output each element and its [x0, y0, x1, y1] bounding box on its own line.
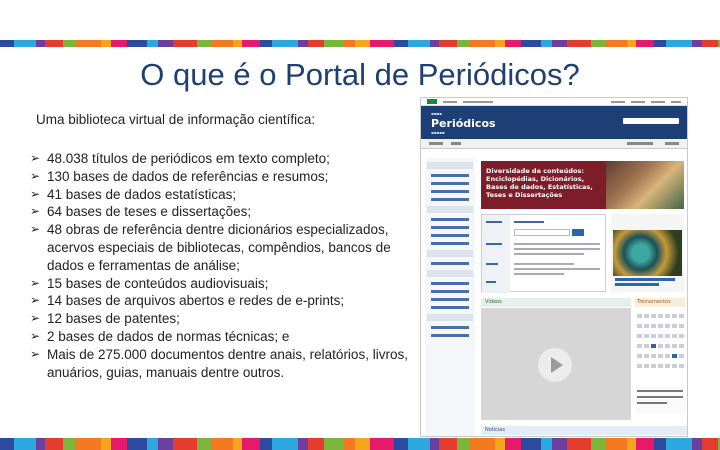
calendar-day	[644, 314, 649, 318]
stripe-segment	[127, 40, 147, 47]
calendar-day	[651, 324, 656, 328]
stripe-segment	[591, 438, 605, 450]
stripe-segment	[457, 438, 469, 450]
calendar-day	[665, 354, 670, 358]
portal-gov-bar	[421, 98, 687, 106]
stripe-segment	[36, 438, 45, 450]
calendar-day	[665, 344, 670, 348]
intro-text: Uma biblioteca virtual de informação científica:	[36, 112, 316, 127]
calendar-day	[637, 354, 642, 358]
portal-search-field	[514, 229, 570, 236]
calendar-day	[679, 364, 684, 368]
stripe-segment	[147, 438, 158, 450]
stripe-segment	[370, 438, 394, 450]
portal-logo-sub: ▪▪▪▪▪	[431, 130, 445, 135]
slide-title: O que é o Portal de Periódicos?	[140, 57, 580, 92]
calendar-day	[658, 364, 663, 368]
stripe-segment	[591, 40, 605, 47]
portal-header	[421, 106, 687, 139]
calendar-day	[651, 344, 656, 348]
calendar-day	[651, 354, 656, 358]
portal-videos-header: Vídeos	[481, 298, 631, 307]
stripe-segment	[45, 438, 63, 450]
stripe-segment	[298, 438, 308, 450]
stripe-segment	[344, 40, 355, 47]
stripe-segment	[308, 438, 324, 450]
stripe-segment	[242, 40, 260, 47]
calendar-day	[644, 324, 649, 328]
portal-banner-text: Diversidade de conteúdos: Enciclopédias, Dicionários, Bases de dados, Estatísticas, Teses e Dissertações	[486, 167, 593, 199]
stripe-segment	[692, 438, 702, 450]
stripe-segment	[408, 438, 430, 450]
stripe-segment	[552, 40, 567, 47]
stripe-segment	[521, 438, 541, 450]
bullet-item: ➢ 2 bases de dados de normas técnicas; e	[30, 328, 290, 344]
calendar-day	[637, 324, 642, 328]
stripe-segment	[666, 438, 692, 450]
bullet-item: ➢ Mais de 275.000 documentos dentre anais, relatórios, livros, anuários, guias, manuais dentre outros.	[30, 346, 408, 380]
stripe-segment	[111, 438, 127, 450]
stripe-segment	[233, 40, 242, 47]
stripe-segment	[173, 438, 197, 450]
bullet-item: ➢ 15 bases de conteúdos audiovisuais;	[30, 275, 269, 291]
portal-nav	[421, 139, 687, 149]
calendar-day	[651, 314, 656, 318]
calendar-day	[658, 324, 663, 328]
calendar-day	[637, 344, 642, 348]
stripe-segment	[541, 438, 552, 450]
stripe-segment	[272, 40, 298, 47]
stripe-segment	[158, 438, 173, 450]
arrow-bullet-icon: ➢	[30, 204, 41, 219]
play-icon	[538, 348, 572, 382]
stripe-segment	[469, 40, 495, 47]
portal-training-note	[635, 386, 685, 414]
portal-logo-small: ▪▪▪▪	[431, 111, 442, 116]
calendar-day	[644, 364, 649, 368]
portal-logo: Periódicos	[431, 117, 496, 130]
arrow-bullet-icon: ➢	[30, 222, 41, 237]
calendar-day	[658, 344, 663, 348]
portal-sidebar	[425, 158, 475, 437]
calendar-day	[658, 354, 663, 358]
stripe-segment	[272, 438, 298, 450]
calendar-day	[679, 324, 684, 328]
portal-search-button	[572, 229, 584, 236]
stripe-segment	[260, 40, 272, 47]
calendar-day	[637, 364, 642, 368]
calendar-day	[658, 314, 663, 318]
calendar-day	[658, 334, 663, 338]
calendar-day	[672, 324, 677, 328]
stripe-segment	[14, 40, 36, 47]
arrow-bullet-icon: ➢	[30, 275, 41, 290]
arrow-bullet-icon: ➢	[30, 151, 41, 165]
stripe-segment	[408, 40, 430, 47]
stripe-segment	[605, 438, 627, 450]
stripe-segment	[394, 438, 408, 450]
stripe-segment	[63, 438, 75, 450]
portal-search-box	[623, 118, 679, 124]
stripe-segment	[627, 40, 636, 47]
stripe-segment	[505, 40, 521, 47]
calendar-day	[665, 334, 670, 338]
top-color-stripe	[0, 40, 720, 47]
arrow-bullet-icon: ➢	[30, 328, 41, 343]
stripe-segment	[666, 40, 692, 47]
stripe-segment	[627, 438, 636, 450]
stripe-segment	[702, 438, 718, 450]
stripe-segment	[173, 40, 197, 47]
stripe-segment	[552, 438, 567, 450]
stripe-segment	[211, 438, 233, 450]
stripe-segment	[63, 40, 75, 47]
bottom-color-stripe	[0, 438, 720, 450]
calendar-day	[672, 364, 677, 368]
stripe-segment	[505, 438, 521, 450]
calendar-day	[665, 314, 670, 318]
arrow-bullet-icon: ➢	[30, 346, 41, 361]
portal-calendar	[635, 310, 685, 382]
stripe-segment	[233, 438, 242, 450]
portal-highlight-image	[613, 230, 682, 276]
stripe-segment	[0, 438, 14, 450]
portal-highlight	[611, 214, 684, 292]
stripe-segment	[211, 40, 233, 47]
stripe-segment	[111, 40, 127, 47]
stripe-segment	[495, 40, 505, 47]
stripe-segment	[430, 40, 439, 47]
stripe-segment	[355, 40, 370, 47]
stripe-segment	[654, 438, 666, 450]
stripe-segment	[101, 40, 111, 47]
stripe-segment	[636, 40, 654, 47]
stripe-segment	[36, 40, 45, 47]
bullet-item: ➢ 48 obras de referência dentre dicionários especializados, acervos especiais de bibliotecas, compêndios, bancos de dados e ferramentas de análise;	[30, 222, 391, 273]
stripe-segment	[355, 438, 370, 450]
bullet-list	[30, 150, 415, 381]
calendar-day	[651, 334, 656, 338]
stripe-segment	[692, 40, 702, 47]
stripe-segment	[158, 40, 173, 47]
stripe-segment	[344, 438, 355, 450]
calendar-day	[679, 334, 684, 338]
arrow-bullet-icon: ➢	[30, 168, 41, 183]
portal-news-header: Notícias	[481, 426, 687, 435]
calendar-day	[637, 314, 642, 318]
stripe-segment	[370, 40, 394, 47]
bullet-item: ➢ 64 bases de teses e dissertações;	[30, 204, 252, 220]
bullet-item: ➢ 14 bases de arquivos abertos e redes de e-prints;	[30, 293, 345, 309]
calendar-day	[672, 344, 677, 348]
stripe-segment	[541, 40, 552, 47]
calendar-day	[644, 344, 649, 348]
portal-training-header: Treinamentos	[635, 298, 685, 307]
stripe-segment	[101, 438, 111, 450]
stripe-segment	[127, 438, 147, 450]
stripe-segment	[654, 40, 666, 47]
calendar-day	[637, 334, 642, 338]
portal-banner	[481, 161, 606, 209]
calendar-day	[644, 334, 649, 338]
bullet-item: ➢ 48.038 títulos de periódicos em texto completo;	[30, 151, 330, 166]
arrow-bullet-icon: ➢	[30, 311, 41, 326]
bullet-item: ➢ 130 bases de dados de referências e resumos;	[30, 168, 329, 184]
portal-banner-image	[606, 161, 684, 209]
stripe-segment	[242, 438, 260, 450]
stripe-segment	[298, 40, 308, 47]
stripe-segment	[0, 40, 14, 47]
stripe-segment	[197, 438, 211, 450]
portal-screenshot	[420, 97, 688, 437]
stripe-segment	[567, 40, 591, 47]
stripe-segment	[75, 40, 101, 47]
stripe-segment	[197, 40, 211, 47]
calendar-day	[665, 324, 670, 328]
stripe-segment	[605, 40, 627, 47]
stripe-segment	[521, 40, 541, 47]
stripe-segment	[324, 40, 344, 47]
stripe-segment	[495, 438, 505, 450]
stripe-segment	[469, 438, 495, 450]
portal-search-panel	[481, 214, 606, 292]
stripe-segment	[636, 438, 654, 450]
calendar-day	[672, 314, 677, 318]
stripe-segment	[702, 40, 718, 47]
stripe-segment	[308, 40, 324, 47]
calendar-day	[672, 354, 677, 358]
calendar-day	[644, 354, 649, 358]
arrow-bullet-icon: ➢	[30, 186, 41, 201]
stripe-segment	[45, 40, 63, 47]
bullet-item: ➢ 41 bases de dados estatísticas;	[30, 186, 237, 202]
stripe-segment	[260, 438, 272, 450]
calendar-day	[665, 364, 670, 368]
stripe-segment	[324, 438, 344, 450]
calendar-day	[651, 364, 656, 368]
stripe-segment	[439, 40, 457, 47]
stripe-segment	[430, 438, 439, 450]
stripe-segment	[394, 40, 408, 47]
arrow-bullet-icon: ➢	[30, 293, 41, 308]
stripe-segment	[439, 438, 457, 450]
brazil-flag-icon	[427, 99, 437, 104]
bullet-item: ➢ 12 bases de patentes;	[30, 311, 180, 327]
stripe-segment	[147, 40, 158, 47]
stripe-segment	[457, 40, 469, 47]
portal-video-player	[481, 308, 631, 420]
calendar-day	[679, 354, 684, 358]
calendar-day	[679, 314, 684, 318]
calendar-day	[672, 334, 677, 338]
calendar-day	[679, 344, 684, 348]
stripe-segment	[75, 438, 101, 450]
stripe-segment	[567, 438, 591, 450]
stripe-segment	[14, 438, 36, 450]
